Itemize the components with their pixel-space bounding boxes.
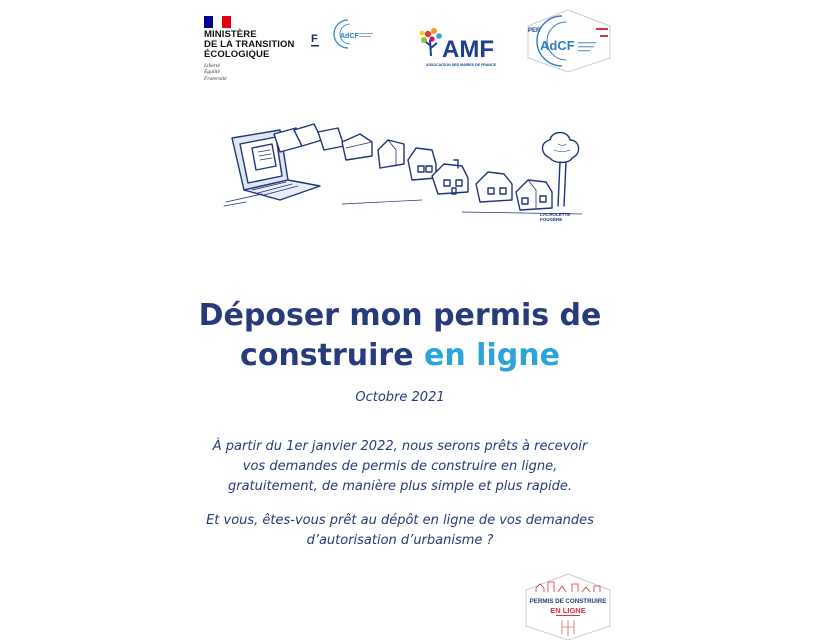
ministry-logo	[204, 16, 314, 88]
ministry-name: MINISTÈRE DE LA TRANSITION ÉCOLOGIQUE	[204, 29, 295, 60]
republic-motto: Liberté Égalité Fraternité	[204, 63, 227, 82]
permis-en-ligne-logo	[522, 572, 614, 642]
title-accent: en ligne	[424, 338, 560, 373]
amf-tree-icon	[420, 28, 442, 56]
svg-text:PERMIS DE CONSTRUIRE: PERMIS DE CONSTRUIRE	[529, 598, 607, 605]
svg-text:ASSOCIATION DES MAIRES DE FRAN: ASSOCIATION DES MAIRES DE FRANCE	[426, 63, 497, 67]
small-f-logo	[309, 30, 323, 50]
adcf-logo	[522, 8, 614, 74]
adcf-small-logo	[330, 16, 376, 52]
svg-text:AdCF: AdCF	[340, 33, 359, 40]
houses-icon	[342, 134, 552, 210]
svg-text:AdCF: AdCF	[540, 38, 575, 53]
papers-icon	[252, 124, 344, 170]
laptop-houses-illustration	[222, 120, 584, 230]
svg-text:AMF: AMF	[442, 36, 494, 63]
page-title	[150, 296, 650, 376]
svg-text:EN LIGNE: EN LIGNE	[550, 606, 586, 615]
publication-date: Octobre 2021	[355, 390, 445, 405]
intro-paragraph: À partir du 1er janvier 2022, nous serons prêts à recevoir vos demandes de permis de construire en ligne, gratuitement, de manière plus simple et plus rapide.	[212, 439, 588, 494]
amf-logo	[418, 24, 510, 70]
question-paragraph: Et vous, êtes-vous prêt au dépôt en ligne de vos demandes d’autorisation d’urbanisme ?	[206, 513, 594, 548]
title-main: Déposer mon permis de construire	[198, 298, 602, 373]
illustration-signature: LACHOLETTE FOUGÈRE	[540, 212, 571, 223]
marianne-flag-icon	[204, 16, 231, 28]
svg-text:F: F	[311, 33, 318, 45]
svg-text:PER: PER	[528, 28, 541, 34]
